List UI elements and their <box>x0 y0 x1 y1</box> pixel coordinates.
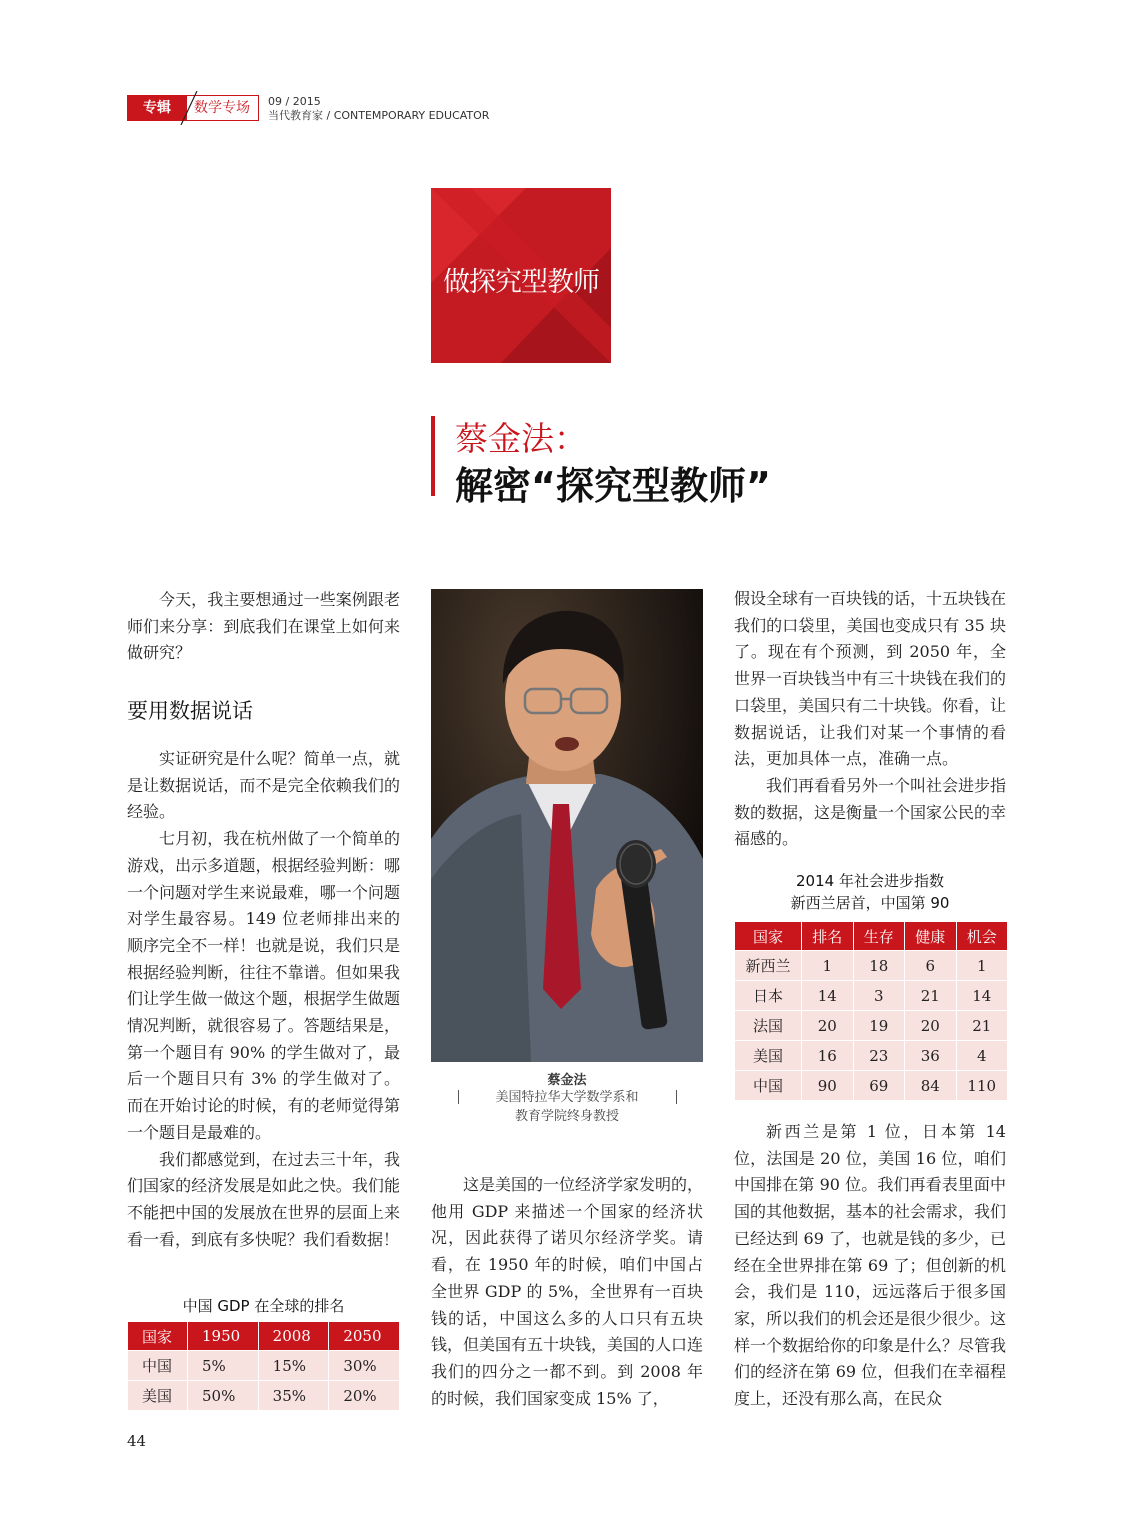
section-tag-label: 专辑 <box>127 95 187 121</box>
banner-title: 做探究型教师 <box>443 267 599 298</box>
table-header-cell: 排名 <box>802 922 854 951</box>
table-cell: 1 <box>802 951 854 981</box>
table-cell: 110 <box>956 1071 1008 1101</box>
section-heading: 要用数据说话 <box>127 699 253 723</box>
magazine-name: 当代教育家 / CONTEMPORARY EDUCATOR <box>268 109 490 122</box>
gdp-table-caption: 中国 GDP 在全球的排名 <box>182 1297 345 1315</box>
gdp-table <box>127 1321 400 1411</box>
column-3-body-bottom <box>734 1119 1006 1413</box>
table-cell: 20 <box>905 1011 957 1041</box>
section-sub-label: 数学专场 <box>194 100 250 116</box>
table-cell: 69 <box>853 1071 905 1101</box>
speaker-illustration <box>431 589 703 1062</box>
author-name-title: 蔡金法： <box>455 419 587 458</box>
table-cell: 30% <box>329 1351 400 1381</box>
photo-caption-description <box>431 1088 703 1126</box>
table-cell: 6 <box>905 951 957 981</box>
paragraph: 假设全球有一百块钱的话，十五块钱在我们的口袋里，美国也变成只有 35 块了。现在有个预测，到 2050 年，全世界一百块钱当中有三十块钱在我们的口袋里，美国只有二十块钱。你看，让数据说话，让我们对某一个事情的看法，更加具体一点，准确一点。 <box>734 589 1007 769</box>
table-row <box>735 1011 1008 1041</box>
table-cell: 14 <box>802 981 854 1011</box>
table-cell: 36 <box>905 1041 957 1071</box>
table-row <box>735 1071 1008 1101</box>
caption-line: 2014 年社会进步指数 <box>796 872 944 890</box>
table-row <box>735 951 1008 981</box>
table-header-cell: 生存 <box>853 922 905 951</box>
table-cell: 美国 <box>735 1041 802 1071</box>
table-row <box>735 981 1008 1011</box>
caption-divider <box>676 1090 677 1104</box>
table-row <box>128 1351 400 1381</box>
table-header-cell: 国家 <box>735 922 802 951</box>
table-cell: 20 <box>802 1011 854 1041</box>
table-cell: 日本 <box>735 981 802 1011</box>
photo-caption-name: 蔡金法 <box>547 1073 587 1088</box>
table-header-cell: 健康 <box>905 922 957 951</box>
spi-table <box>734 921 1008 1101</box>
column-3-body-top <box>734 586 1006 853</box>
table-row <box>128 1381 400 1411</box>
paragraph: 这是美国的一位经济学家发明的，他用 GDP 来描述一个国家的经济状况，因此获得了诺贝尔经济学奖。请看，在 1950 年的时候，咱们中国占全世界 GDP 的 5%，全世界有一百块钱的话，中国这么多的人口只有五块钱，但美国有五十块钱，美国的人口连我们的四分之一都不到。到 2008 年的时候，我们国家变成 15% 了， <box>431 1175 704 1408</box>
issue-info <box>268 95 489 123</box>
table-cell: 90 <box>802 1071 854 1101</box>
paragraph: 我们再看看另外一个叫社会进步指数的数据，这是衡量一个国家公民的幸福感的。 <box>734 775 1007 849</box>
page-number: 44 <box>127 1432 147 1450</box>
table-cell: 新西兰 <box>735 951 802 981</box>
table-cell: 35% <box>258 1381 329 1411</box>
table-cell: 14 <box>956 981 1008 1011</box>
caption-line: 教育学院终身教授 <box>514 1109 619 1124</box>
table-cell: 15% <box>258 1351 329 1381</box>
table-cell: 84 <box>905 1071 957 1101</box>
caption-line: 美国特拉华大学数学系和 <box>495 1090 639 1105</box>
table-cell: 3 <box>853 981 905 1011</box>
table-cell: 20% <box>329 1381 400 1411</box>
spi-table-caption <box>734 870 1006 914</box>
caption-divider <box>458 1090 459 1104</box>
table-cell: 21 <box>956 1011 1008 1041</box>
author-photo <box>431 589 703 1062</box>
table-header-cell: 2008 <box>258 1322 329 1351</box>
table-cell: 美国 <box>128 1381 188 1411</box>
table-cell: 16 <box>802 1041 854 1071</box>
table-cell: 法国 <box>735 1011 802 1041</box>
table-row <box>735 1041 1008 1071</box>
table-header-row <box>128 1322 400 1351</box>
column-2-body <box>431 1172 703 1412</box>
table-cell: 50% <box>188 1381 259 1411</box>
table-cell: 中国 <box>735 1071 802 1101</box>
caption-line: 新西兰居首，中国第 90 <box>790 894 950 912</box>
paragraph: 新西兰是第 1 位，日本第 14 位，法国是 20 位，美国 16 位，咱们中国排在第 90 位。我们再看表里面中国的其他数据，基本的社会需求，我们已经达到 69 了，也就是钱的多少，已经在全世界排在第 69 了；但创新的机会，我们是 110，远远落后于很多国家，所以我们的机会还是很少很少。这样一个数据给你的印象是什么？尽管我们的经济在第 69 位，但我们在幸福程度上，还没有那么高，在民众 <box>734 1122 1007 1409</box>
paragraph: 我们都感觉到，在过去三十年，我们国家的经济发展是如此之快。我们能不能把中国的发展放在世界的层面上来看一看，到底有多快呢？我们看数据！ <box>127 1149 400 1249</box>
table-header-cell: 国家 <box>128 1322 188 1351</box>
title-accent-bar <box>431 416 435 496</box>
table-header-cell: 机会 <box>956 922 1008 951</box>
table-cell: 中国 <box>128 1351 188 1381</box>
table-cell: 4 <box>956 1041 1008 1071</box>
issue-number: 09 / 2015 <box>268 95 321 108</box>
table-cell: 5% <box>188 1351 259 1381</box>
table-header-row <box>735 922 1008 951</box>
intro-paragraph: 今天，我主要想通过一些案例跟老师们来分享：到底我们在课堂上如何来做研究？ <box>127 590 400 663</box>
table-cell: 1 <box>956 951 1008 981</box>
article-title: 解密“探究型教师” <box>455 464 771 508</box>
table-cell: 21 <box>905 981 957 1011</box>
table-header-cell: 2050 <box>329 1322 400 1351</box>
section-tag <box>127 95 257 121</box>
table-cell: 23 <box>853 1041 905 1071</box>
paragraph: 七月初，我在杭州做了一个简单的游戏，出示多道题，根据经验判断：哪一个问题对学生来说最难，哪一个问题对学生最容易。149 位老师排出来的顺序完全不一样！也就是说，我们只是根据经验判断，往往不靠谱。但如果我们让学生做一做这个题，根据学生做题情况判断，就很容易了。答题结果是，第一个题目有 90% 的学生做对了，最后一个题目只有 3% 的学生做对了。而在开始讨论的时候，有的老师觉得第一个题目是最难的。 <box>127 829 400 1142</box>
table-cell: 18 <box>853 951 905 981</box>
column-1-intro <box>127 587 400 667</box>
table-header-cell: 1950 <box>188 1322 259 1351</box>
paragraph: 实证研究是什么呢？简单一点，就是让数据说话，而不是完全依赖我们的经验。 <box>127 749 400 822</box>
column-1-body <box>127 746 400 1253</box>
column-banner <box>431 188 611 363</box>
table-cell: 19 <box>853 1011 905 1041</box>
